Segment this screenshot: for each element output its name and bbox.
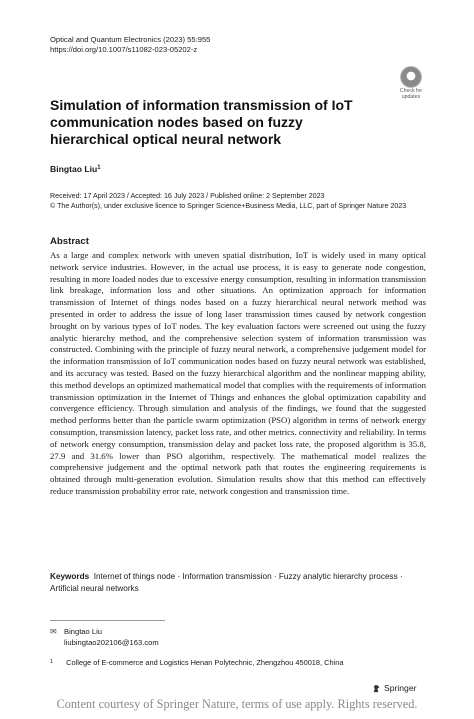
author-affiliation-mark: 1 [97,165,101,171]
check-for-updates-badge[interactable] [396,66,426,100]
dates-line: Received: 17 April 2023 / Accepted: 16 July 2023 / Published online: 2 September 2023 [50,192,325,200]
affiliation [50,657,343,668]
badge-line-1: Check for [399,88,423,94]
keywords-list: Internet of things node · Information transmission · Fuzzy analytic hierarchy process · Artificial neural networks [50,572,403,593]
envelope-icon: ✉ [50,627,57,636]
paper-title: Simulation of information transmission of IoT communication nodes based on fuzzy hierarchical optical neural network [50,97,353,147]
publisher-logo [372,683,416,693]
author-line [50,164,101,174]
abstract-heading: Abstract [50,236,89,247]
journal-header [50,35,210,55]
journal-citation: Optical and Quantum Electronics (2023) 55:955 [50,35,211,44]
keywords-section [50,571,426,595]
check-updates-icon [400,66,422,88]
publisher-name: Springer [384,683,417,693]
footer-courtesy-notice: Content courtesy of Springer Nature, terms of use apply. Rights reserved. [56,697,418,711]
abstract-text: As a large and complex network with uneven spatial distribution, IoT is widely used in many optical network service industries. However, in the actual use process, it is easy to generate node congestion, resulting in more loaded nodes due to excessive energy consumption, resulting in information transmission link breakage, information loss and other situations. An optimization approach for information transmission of Internet of things nodes based on a fuzzy hierarchical neural network method was presented in order to address the issue of long laser transmission times caused by network congestion brought on by various types of IoT nodes. The key evaluation factors were screened out using the fuzzy analytic hierarchy method, and the comprehensive selection system of information transmission was constructed. Combining with the principle of fuzzy neural network, a comprehensive judgement model for the information transmission of IoT communication nodes based on fuzzy neural network was established, and its accuracy was tested. Based on the fuzzy hierarchical algorithm and the nonlinear mapping ability, this method develops an optimized mathematical model that complies with the requirements of information transmission optimization in the Internet of Things and enhances the global optimization capability and convergence efficiency. Through simulation and analysis of the findings, we found that the suggested method performs better than the particle swarm optimization (PSO) algorithm in terms of network energy consumption, transmission latency, packet loss rate, and other metrics. connectivity and reliability. In terms of network energy consumption, transmission delay and packet loss rate, the proposed algorithm is 35.8, 27.9 and 31.6% lower than PSO algorithm, respectively. The mathematical model realizes the comprehensive judgement and the optimal network path that routes the engineering requirements is obtained through multi-generation evolution. Simulation results show that this method can effectively reduce transmission probability error rate, network congestion and transmission time. [50,250,426,496]
affiliation-number: 1 [50,659,54,665]
springer-horse-icon [372,684,381,693]
keywords-label: Keywords [50,572,90,581]
author-name[interactable]: Bingtao Liu [50,164,98,174]
copyright-line: © The Author(s), under exclusive licence to Springer Science+Business Media, LLC, part of Springer Nature 2023 [50,202,407,210]
contact-name: Bingtao Liu [64,627,102,636]
corresponding-author [50,626,159,648]
publication-dates [50,191,450,211]
contact-email[interactable]: liubingtao202106@163.com [64,638,159,647]
doi-link[interactable]: https://doi.org/10.1007/s11082-023-05202-z [50,45,198,54]
footnote-divider [50,620,165,621]
affiliation-text: College of E-commerce and Logistics Henan Polytechnic, Zhengzhou 450018, China [66,658,344,667]
badge-line-2: updates [401,93,421,100]
